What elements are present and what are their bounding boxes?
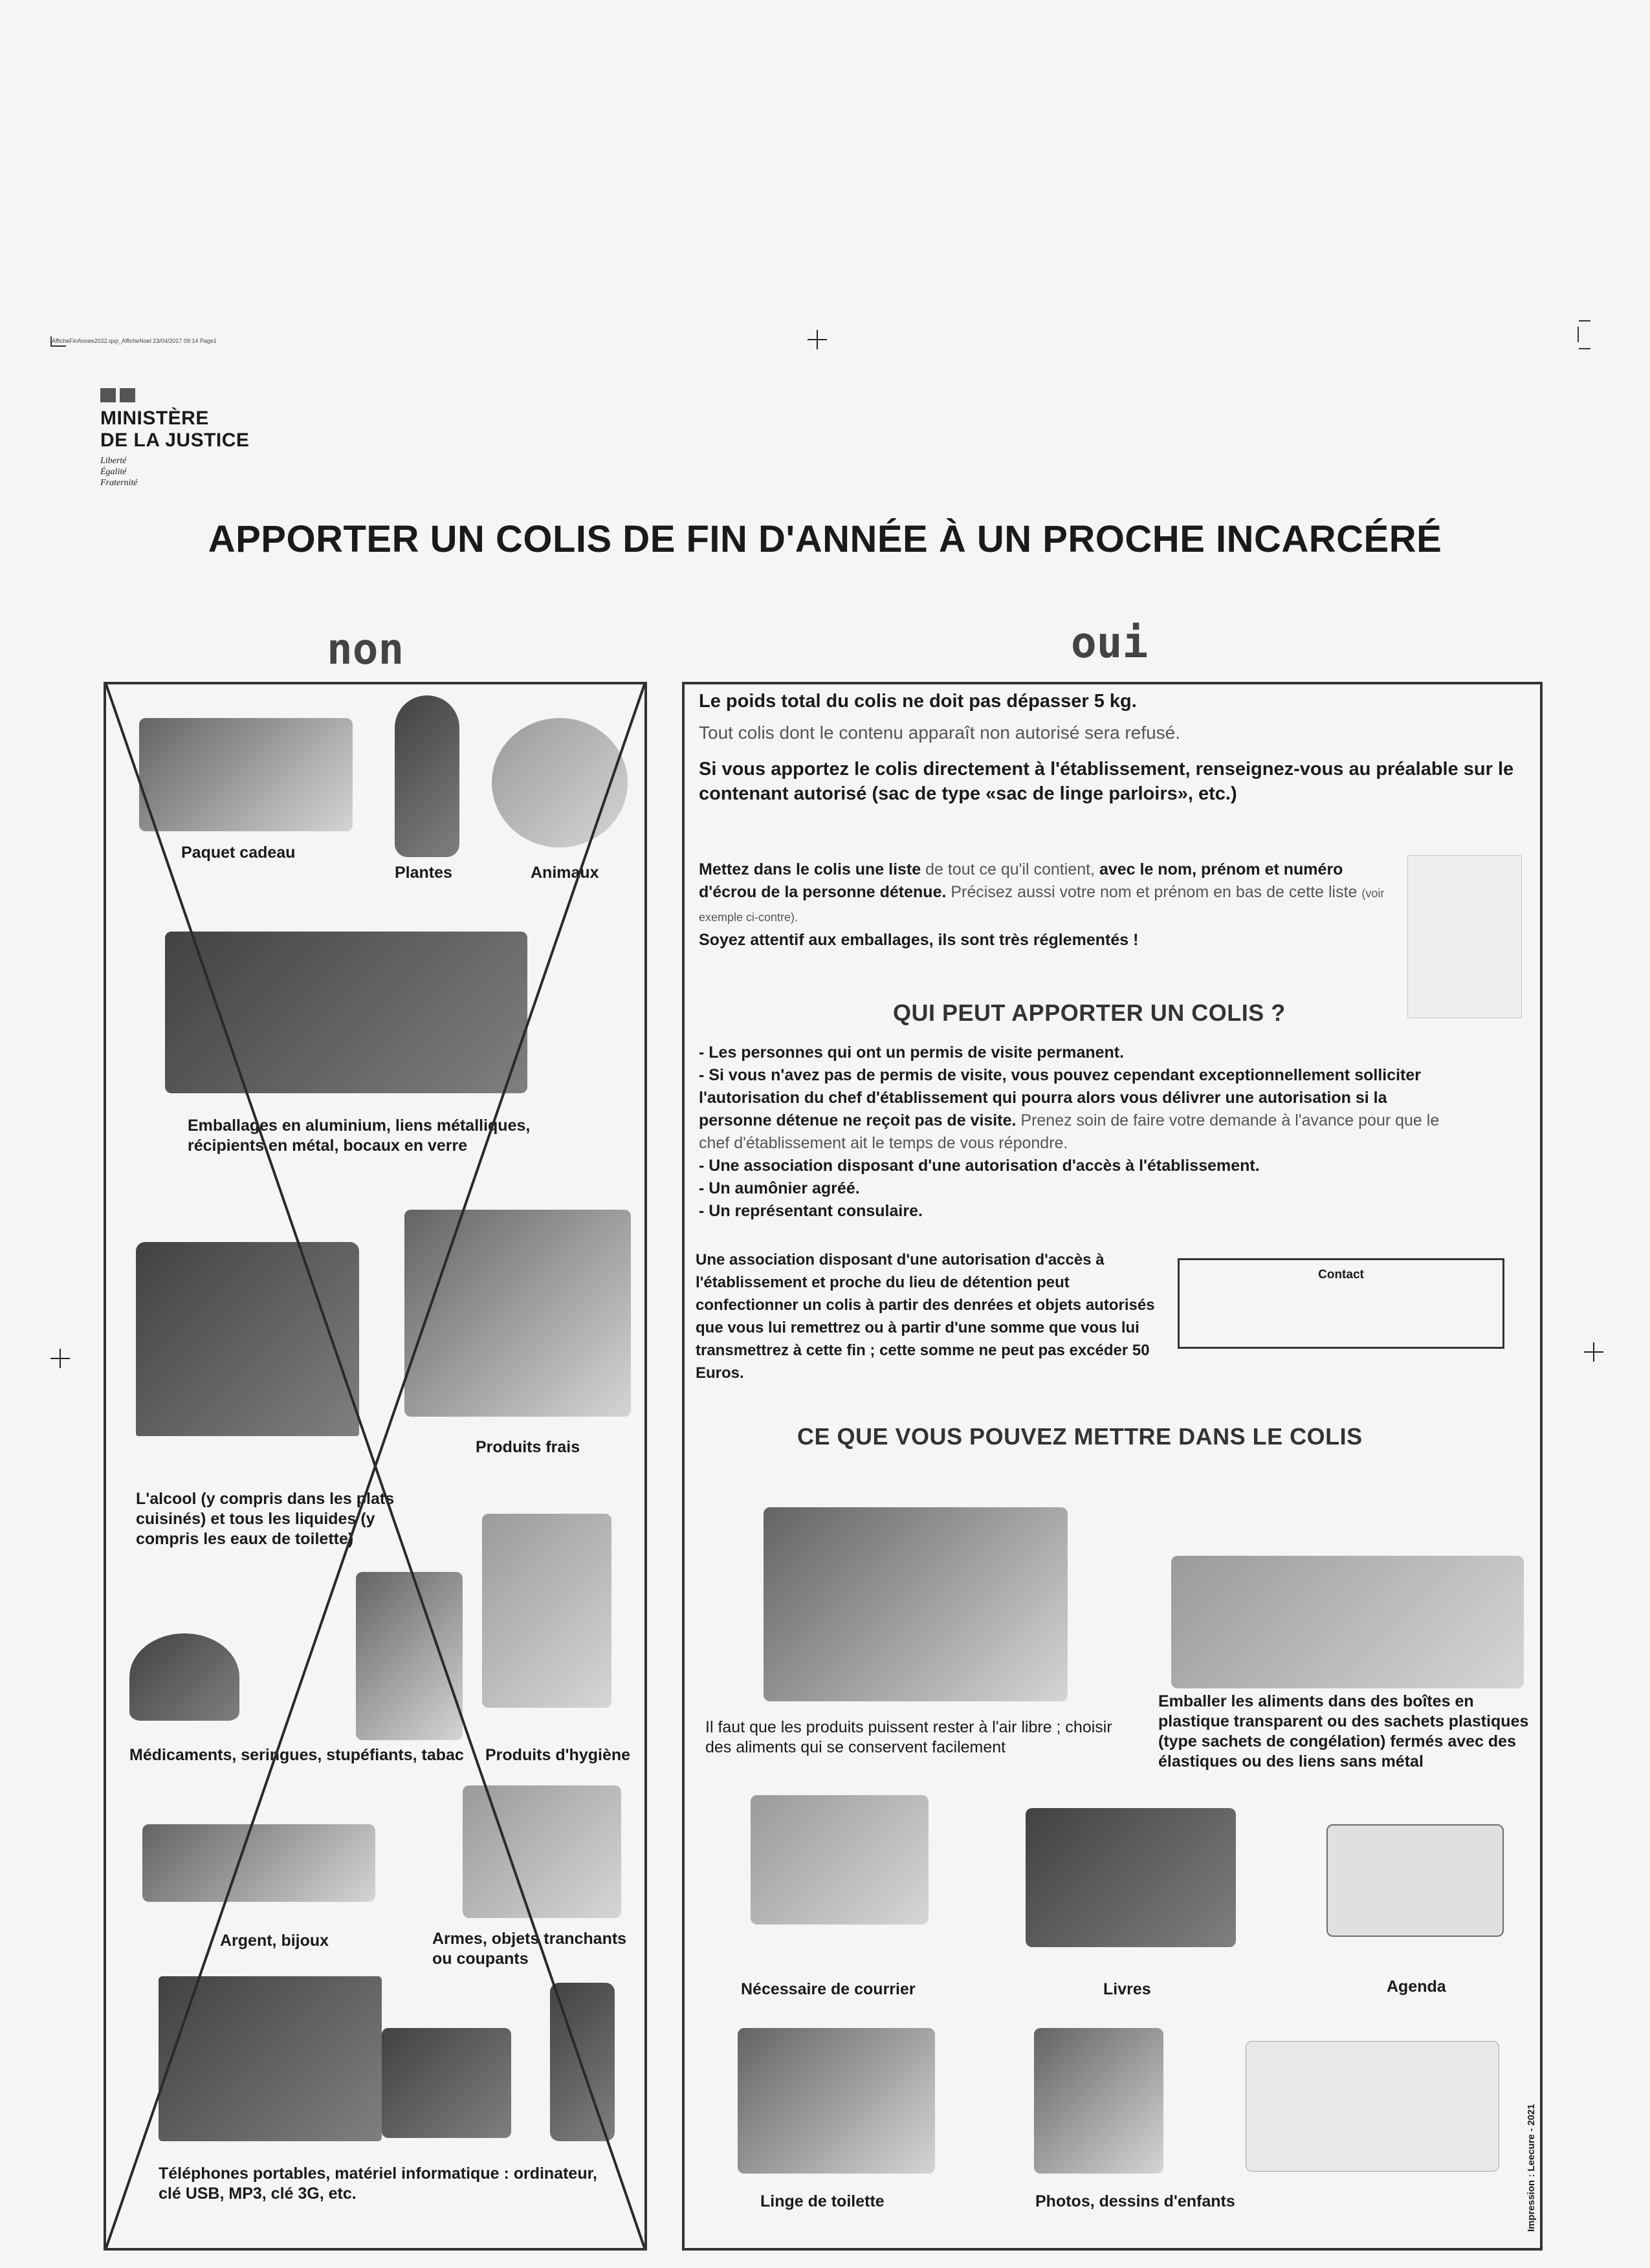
forbidden-label: Armes, objets tranchants ou coupants xyxy=(432,1930,627,1968)
who-item: - Un représentant consulaire. xyxy=(699,1202,923,1220)
who-heading: QUI PEUT APPORTER UN COLIS ? xyxy=(893,999,1286,1026)
registration-mark xyxy=(808,330,827,349)
allowed-label: Nécessaire de courrier xyxy=(741,1980,916,1998)
page-title: APPORTER UN COLIS DE FIN D'ANNÉE À UN PROCHE INCARCÉRÉ xyxy=(208,518,1442,560)
forbidden-label: Paquet cadeau xyxy=(181,844,296,862)
allowed-label: Linge de toilette xyxy=(760,2192,885,2210)
plastic-boxes-image xyxy=(1171,1556,1524,1688)
who-list xyxy=(699,1041,1456,1223)
association-text: Une association disposant d'une autorisation d'accès à l'établissement et proche du lieu de détention peut confectionner un colis à partir des denrées et objets autorisés que vous lui remettrez ou à partir d'une somme que vous lui transmettrez à cette fin ; cette somme ne peut pas excéder 50 Euros. xyxy=(696,1251,1155,1382)
yes-heading: oui xyxy=(1071,618,1149,668)
container-rule: Si vous apportez le colis directement à l'établissement, renseignez-vous au préalable sur le contenant autorisé (sac de type «sac de linge parloirs», etc.) xyxy=(699,759,1514,804)
photos-image xyxy=(1034,2028,1163,2174)
motto-1: Liberté xyxy=(100,456,127,466)
allowed-label: Photos, dessins d'enfants xyxy=(1035,2192,1235,2210)
forbidden-label: L'alcool (y compris dans les plats cuisinés) et tous les liquides (y compris les eaux de toilette) xyxy=(136,1490,395,1548)
crop-mark xyxy=(1578,327,1579,342)
crop-mark xyxy=(1579,348,1590,349)
allowed-label: Emballer les aliments dans des boîtes en plastique transparent ou des sachets plastiques (type sachets de congélation) fermés avec des élastiques ou des liens sans métal xyxy=(1158,1692,1529,1771)
list-text-4: Précisez aussi votre nom et prénom en bas de cette liste xyxy=(951,883,1358,901)
who-item: - Si vous n'avez pas de permis de visite, vous pouvez cependant exceptionnellement solliciter l'autorisation du chef d'établissement qui pourra alors vous délivrer une autorisation si la personne détenue ne reçoit pas de visite. xyxy=(699,1066,1422,1129)
ministry-logo xyxy=(100,388,249,488)
registration-mark xyxy=(50,1349,70,1368)
list-instructions xyxy=(699,858,1391,952)
marianne-icon xyxy=(100,388,249,402)
list-text-2: de tout ce qu'il contient, xyxy=(925,860,1095,878)
contact-label: Contact xyxy=(1318,1268,1364,1281)
allowed-label: Livres xyxy=(1103,1980,1151,1998)
forbidden-label: Produits d'hygiène xyxy=(485,1746,631,1764)
childrens-drawing-image xyxy=(1246,2041,1499,2172)
allowed-label: Agenda xyxy=(1387,1978,1446,1996)
forbidden-label: Plantes xyxy=(395,864,452,882)
allowed-label: Il faut que les produits puissent rester à l'air libre ; choisir des aliments qui se conservent facilement xyxy=(705,1718,1112,1756)
forbidden-label: Argent, bijoux xyxy=(220,1932,329,1950)
motto-3: Fraternité xyxy=(100,478,138,488)
ministry-name-2: DE LA JUSTICE xyxy=(100,430,250,451)
refused-rule: Tout colis dont le contenu apparaît non autorisé sera refusé. xyxy=(699,723,1181,743)
registration-mark xyxy=(1584,1342,1603,1362)
books-image xyxy=(1026,1808,1236,1947)
forbidden-label: Produits frais xyxy=(476,1438,580,1456)
who-item-note: Prenez soin de faire votre demande à l'avance pour que le chef d'établissement ait le temps de vous répondre. xyxy=(699,1111,1440,1152)
allowed-heading: CE QUE VOUS POUVEZ METTRE DANS LE COLIS xyxy=(797,1423,1363,1450)
list-text-5: (voir exemple ci-contre). xyxy=(699,887,1385,924)
list-text-1: Mettez dans le colis une liste xyxy=(699,860,921,878)
motto-2: Égalité xyxy=(100,467,127,477)
forbidden-label: Médicaments, seringues, stupéfiants, tabac xyxy=(129,1746,464,1764)
who-item: - Une association disposant d'une autorisation d'accès à l'établissement. xyxy=(699,1157,1260,1175)
ministry-name-1: MINISTÈRE xyxy=(100,408,209,429)
list-text-3: avec le nom, prénom et numéro d'écrou de la personne détenue. xyxy=(699,860,1343,901)
list-text-6: Soyez attentif aux emballages, ils sont très réglementés ! xyxy=(699,931,1139,949)
stationery-image xyxy=(751,1795,929,1925)
crop-mark xyxy=(50,345,66,347)
crop-mark xyxy=(1579,320,1590,322)
who-item: - Un aumônier agréé. xyxy=(699,1179,860,1197)
food-products-image xyxy=(764,1507,1068,1701)
print-credit: Impression : Leecure - 2021 xyxy=(1526,2104,1537,2232)
weight-rule: Le poids total du colis ne doit pas dépasser 5 kg. xyxy=(699,691,1137,712)
who-item: - Les personnes qui ont un permis de visite permanent. xyxy=(699,1043,1125,1062)
forbidden-label: Téléphones portables, matériel informatique : ordinateur, clé USB, MP3, clé 3G, etc. xyxy=(159,2164,597,2203)
example-list-image xyxy=(1407,855,1522,1018)
forbidden-label: Animaux xyxy=(531,864,599,882)
forbidden-label: Emballages en aluminium, liens métalliques, récipients en métal, bocaux en verre xyxy=(188,1117,531,1155)
agenda-image xyxy=(1326,1824,1504,1937)
towels-image xyxy=(738,2028,935,2174)
forbidden-cross-icon xyxy=(104,682,647,2251)
contact-box xyxy=(1178,1258,1504,1349)
no-heading: non xyxy=(327,624,404,674)
print-info: AfficheFinAnnee2022.qxp_AfficheNoel 23/04/2017 09:14 Page1 xyxy=(52,338,217,344)
